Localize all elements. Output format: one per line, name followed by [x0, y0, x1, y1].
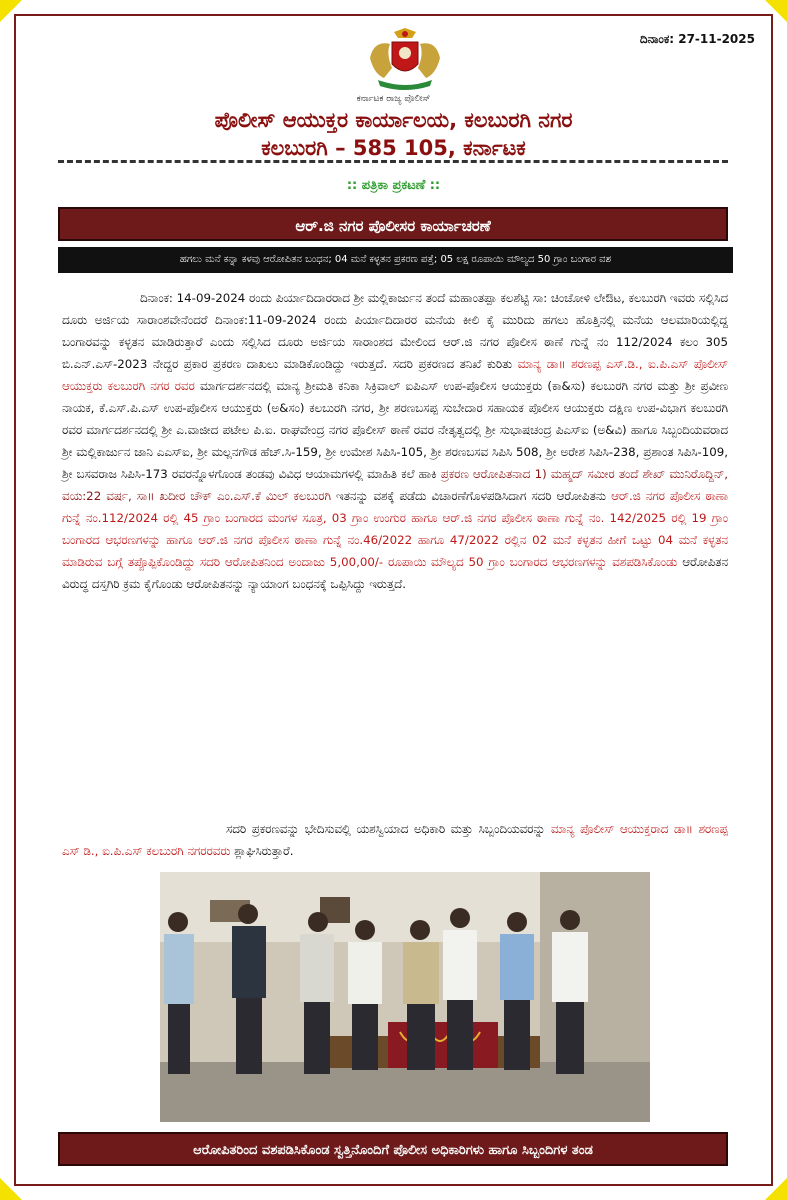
body-text: ಆರೋಪಿತನ ವಿರುದ್ಧ ದಸ್ತಗಿರಿ ಕ್ರಮ ಕೈಗೊಂಡು ಆರೋಪಿತನನ್ನು ನ್ಯಾಯಾಂಗ ಬಂಧನಕ್ಕೆ ಒಪ್ಪಿಸಿದ್ದು ಇರುತ್ತದೆ.	[62, 555, 728, 591]
accused-details: ಪ್ರಕರಣ ಆರೋಪಿತನಾದ 1) ಮಹ್ಮದ್ ಸಮೀರ ತಂದೆ ಶೇಖ್ ಮುನಿರೊದ್ದಿನ್, ವಯ:22 ವರ್ಷ, ಸಾ॥ ಖದೀರ ಚೌಕ್ ಎಂ.ಎಸ್.ಕೆ ಮಿಲ್ ಕಲಬುರಗಿ	[62, 467, 728, 503]
commissioner-mention: ಮಾನ್ಯ ಡಾ॥ ಶರಣಪ್ಪ ಎಸ್.ಡಿ., ಐ.ಪಿ.ಎಸ್ ಪೊಲೀಸ್ ಆಯುಕ್ತರು ಕಲಬುರಗಿ ನಗರ ರವರ	[62, 357, 729, 393]
closing-text: ಸದರಿ ಪ್ರಕರಣವನ್ನು ಭೇದಿಸುವಲ್ಲಿ ಯಶಸ್ವಿಯಾದ ಅಧಿಕಾರಿ ಮತ್ತು ಸಿಬ್ಬಂದಿಯವರನ್ನು	[226, 822, 546, 836]
team-photo	[160, 872, 650, 1122]
commissioner-praise: ಮಾನ್ಯ ಪೊಲೀಸ್ ಆಯುಕ್ತರಾದ ಡಾ॥ ಶರಣಪ್ಪ ಎಸ್ ಡಿ., ಐ.ಪಿ.ಎಸ್ ಕಲಬುರಗಿ ನಗರರವರು	[62, 822, 729, 858]
closing-text: ಶ್ಲಾಘಿಸಿರುತ್ತಾರೆ.	[234, 844, 294, 858]
photo-caption: ಆರೋಪಿತರಿಂದ ವಶಪಡಿಸಿಕೊಂಡ ಸ್ವತ್ತಿನೊಂದಿಗೆ ಪೊಲೀಸ ಅಧಿಕಾರಿಗಳು ಹಾಗೂ ಸಿಬ್ಬಂದಿಗಳ ತಂಡ	[58, 1132, 728, 1166]
body-text: ಇತನನ್ನು ವಶಕ್ಕೆ ಪಡೆದು ವಿಚಾರಣೆಗೊಳಪಡಿಸಿದಾಗ ಸದರಿ ಆರೋಪಿತನು	[336, 489, 607, 503]
header-divider	[58, 160, 728, 163]
office-title: ಪೊಲೀಸ್ ಆಯುಕ್ತರ ಕಾರ್ಯಾಲಯ, ಕಲಬುರಗಿ ನಗರ	[214, 108, 573, 132]
press-release-label: :: ಪತ್ರಿಕಾ ಪ್ರಕಟಣೆ ::	[346, 178, 441, 193]
case-details: ಆರ್.ಜಿ ನಗರ ಪೊಲೀಸ ಠಾಣಾ ಗುನ್ನೆ ನಂ.112/2024 ರಲ್ಲಿ 45 ಗ್ರಾಂ ಬಂಗಾರದ ಮಂಗಳ ಸೂತ್ರ, 03 ಗ್ರಾಂ ಉಂಗುರ ಹಾಗೂ ಆರ್.ಜಿ ನಗರ ಪೊಲೀಸ ಠಾಣಾ ಗುನ್ನೆ ನಂ. 142/2025 ರಲ್ಲಿ 19 ಗ್ರಾಂ ಬಂಗಾರದ ಆಭರಣಗಳನ್ನು ಹಾಗೂ ಆರ್.ಜಿ ನಗರ ಪೊಲೀಸ ಠಾಣಾ ಗುನ್ನೆ ನಂ.46/2022 ಹಾಗೂ 47/2022 ರಲ್ಲಿನ 02 ಮನೆ ಕಳ್ಳತನ ಹೀಗೆ ಒಟ್ಟು 04 ಮನೆ ಕಳ್ಳತನ ಮಾಡಿರುವ ಬಗ್ಗೆ ತಪ್ಪೊಪ್ಪಿಕೊಂಡಿದ್ದು ಸದರಿ ಆರೋಪಿತನಿಂದ ಅಂದಾಜು 5,00,00/- ರೂಪಾಯಿ ಮೌಲ್ಯದ 50 ಗ್ರಾಂ ಬಂಗಾರದ ಆಭರಣಗಳನ್ನು ವಶಪಡಿಸಿಕೊಂಡು	[62, 489, 729, 569]
subheadline-banner: ಹಗಲು ಮನೆ ಕನ್ನಾ ಕಳವು ಆರೋಪಿತನ ಬಂಧನ; 04 ಮನೆ ಕಳ್ಳತನ ಪ್ರಕರಣ ಪತ್ತೆ; 05 ಲಕ್ಷ ರೂಪಾಯಿ ಮೌಲ್ಯದ 50 ಗ್ರಾಂ ಬಂಗಾರ ವಶ	[58, 247, 733, 273]
article-paragraph	[62, 287, 728, 595]
release-date: ದಿನಾಂಕ: 27-11-2025	[639, 32, 755, 46]
headline-banner: ಆರ್.ಜಿ ನಗರ ಪೊಲೀಸರ ಕಾರ್ಯಾಚರಣೆ	[58, 207, 728, 241]
karnataka-emblem-icon	[364, 28, 446, 92]
article-body	[62, 287, 728, 595]
closing-paragraph	[62, 818, 728, 862]
body-text: ಮಾರ್ಗದರ್ಶನದಲ್ಲಿ ಮಾನ್ಯ ಶ್ರೀಮತಿ ಕನಿಕಾ ಸಿಕ್ರಿವಾಲ್ ಐಪಿಎಸ್ ಉಪ-ಪೊಲೀಸ ಆಯುಕ್ತರು (ಕಾ&ಸು) ಕಲಬುರಗಿ ನಗರ ಮತ್ತು ಶ್ರೀ ಪ್ರವೀಣ ನಾಯಕ, ಕೆ.ಎಸ್.ಪಿ.ಎಸ್ ಉಪ-ಪೊಲೀಸ ಆಯುಕ್ತರು (ಅ&ಸಂ) ಕಲಬುರಗಿ ನಗರ, ಶ್ರೀ ಶರಣಬಸಪ್ಪ ಸುಬೇದಾರ ಸಹಾಯಕ ಪೊಲೀಸ ಆಯುಕ್ತರು ದಕ್ಷಿಣ ಉಪ-ವಿಭಾಗ ಕಲಬುರಗಿ ರವರ ಮಾರ್ಗದರ್ಶನದಲ್ಲಿ ಶ್ರೀ ಎ.ವಾಜೀದ ಪಟೇಲ ಪಿ.ಐ. ರಾಘವೇಂದ್ರ ನಗರ ಪೊಲೀಸ್ ಠಾಣೆ ರವರ ನೇತೃತ್ವದಲ್ಲಿ ಶ್ರೀ ಸುಭಾಷಚಂದ್ರ ಪಿಎಸ್ಐ (ಅ&ವಿ) ಹಾಗೂ ಸಿಬ್ಬಂದಿಯವರಾದ ಶ್ರೀ ಮಲ್ಲಿಕಾರ್ಜುನ ಜಾನಿ ಎಎಸ್ಐ, ಶ್ರೀ ಮಲ್ಲನಗೌಡ ಹೆಚ್.ಸಿ-159, ಶ್ರೀ ಉಮೇಶ ಸಿಪಿಸಿ-105, ಶ್ರೀ ಶರಣಬಸವ ಸಿಪಿಸಿ 508, ಶ್ರೀ ಅರೇಶ ಸಿಪಿಸಿ-238, ಪ್ರಶಾಂತ ಸಿಪಿಸಿ-109, ಶ್ರೀ ಬಸವರಾಜ ಸಿಪಿಸಿ-173 ರವರನ್ನೊಳಗೊಂಡ ತಂಡವು ವಿವಿಧ ಆಯಾಮಗಳಲ್ಲಿ ಮಾಹಿತಿ ಕಲೆ ಹಾಕಿ	[62, 379, 728, 481]
department-name: ಕರ್ನಾಟಕ ರಾಜ್ಯ ಪೊಲೀಸ್	[356, 94, 431, 104]
body-text: ದಿನಾಂಕ: 14-09-2024 ರಂದು ಪಿರ್ಯಾದಿದಾರರಾದ ಶ್ರೀ ಮಲ್ಲಿಕಾರ್ಜುನ ತಂದೆ ಮಹಾಂತಪ್ಪಾ ಕಲಶೆಟ್ಟಿ ಸಾ: ಚಿಂಚೋಳಿ ಲೇಔಟ, ಕಲಬುರಗಿ ಇವರು ಸಲ್ಲಿಸಿದ ದೂರು ಅರ್ಜಿಯ ಸಾರಾಂಶವೇನೆಂದರೆ ದಿನಾಂಕ:11-09-2024 ರಂದು ಪಿರ್ಯಾದಿದಾರರ ಮನೆಯ ಕೀಲಿ ಕೈ ಮುರಿದು ಹಗಲು ಹೊತ್ತಿನಲ್ಲಿ ಮನೆಯ ಆಲಮಾರಿಯಲ್ಲಿದ್ದ ಬಂಗಾರವನ್ನು ಕಳ್ಳತನ ಮಾಡಿರುತ್ತಾರೆ ಎಂದು ಸಲ್ಲಿಸಿದ ದೂರು ಅರ್ಜಿಯ ಸಾರಾಂಶದ ಮೇಲಿಂದ ಆರ್.ಜಿ ನಗರ ಪೊಲೀಸ ಠಾಣೆ ಗುನ್ನೆ ನಂ 112/2024 ಕಲಂ 305 ಬಿ.ಎನ್.ಎಸ್-2023 ನೇದ್ದರ ಪ್ರಕಾರ ಪ್ರಕರಣ ದಾಖಲು ಮಾಡಿಕೊಂಡಿದ್ದು ಇರುತ್ತದೆ. ಸದರಿ ಪ್ರಕರಣದ ತನಿಖೆ ಕುರಿತು	[62, 291, 728, 371]
office-address: ಕಲಬುರಗಿ – 585 105, ಕರ್ನಾಟಕ	[261, 136, 526, 160]
